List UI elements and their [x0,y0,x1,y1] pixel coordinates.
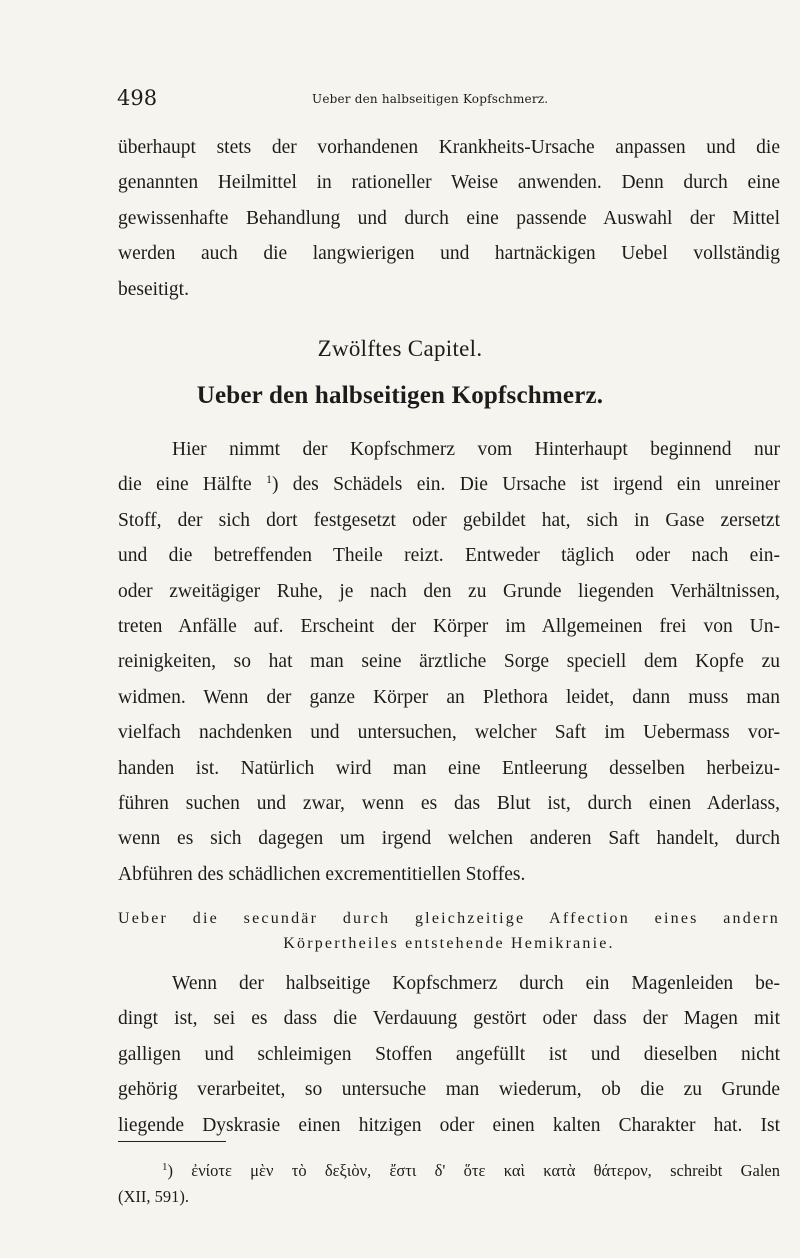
text-segment: die eine Hälfte [118,474,252,496]
text-line: überhaupt stets der vorhandenen Krankheits-Ursache anpassen und die [118,137,780,158]
chapter-title: Ueber den halbseitigen Kopfschmerz. [196,382,604,409]
running-head: Ueber den halbseitigen Kopfschmerz. [312,92,549,106]
text-line: reinigkeiten, so hat man seine ärztliche Sorge speciell dem Kopfe zu [118,651,780,673]
subheading-line: Körpertheiles entstehende Hemikranie. [283,935,615,952]
text-line: werden auch die langwierigen und hartnäckigen Uebel vollständig [118,243,780,265]
page-number: 498 [117,86,158,110]
footnote-text: ) ἐνίοτε μὲν τὸ δεξιὸν, ἔστι δ' ὅτε καὶ κατὰ θάτερον, schreibt Galen [167,1161,780,1180]
paragraph-section [118,966,780,1143]
text-line: handen ist. Natürlich wird man eine Entleerung desselben herbeizu- [118,757,780,779]
text-line: galligen und schleimigen Stoffen angefüllt ist und dieselben nicht [118,1043,780,1065]
text-segment: ) des Schädels ein. Die Ursache ist irgend ein unreiner [271,474,780,496]
paragraph-chapter-intro [118,432,780,892]
footnote-line [118,1158,780,1184]
text-line: Stoff, der sich dort festgesetzt oder gebildet hat, sich in Gase zersetzt [118,509,780,531]
text-line-with-footnote-ref [118,467,780,502]
footnote-marker: 1 [162,1161,168,1173]
footnote-reference: 1 [265,472,272,487]
footnote [118,1158,780,1210]
text-line: Wenn der halbseitige Kopfschmerz durch ein Magenleiden be- [172,973,780,994]
text-line: widmen. Wenn der ganze Körper an Plethora leidet, dann muss man [118,686,780,708]
page-header [117,86,777,116]
footnote-line: (XII, 591). [118,1187,190,1206]
text-line: vielfach nachdenken und untersuchen, welcher Saft im Uebermass vor- [118,722,780,744]
text-line: oder zweitägiger Ruhe, je nach den zu Grunde liegenden Verhältnissen, [118,580,780,602]
text-line: Abführen des schädlichen excrementitiellen Stoffes. [118,863,526,885]
text-line: treten Anfälle auf. Erscheint der Körper im Allgemeinen frei von Un- [118,615,780,637]
text-line: genannten Heilmittel in rationeller Weise anwenden. Denn durch eine [118,172,780,194]
text-line: Hier nimmt der Kopfschmerz vom Hinterhaupt beginnend nur [172,439,780,460]
chapter-number: Zwölftes Capitel. [317,336,483,361]
text-line: beseitigt. [118,278,189,300]
footnote-divider [118,1141,226,1142]
text-line: wenn es sich dagegen um irgend welchen anderen Saft handelt, durch [118,828,780,850]
text-line: gehörig verarbeitet, so untersuche man wiederum, ob die zu Grunde [118,1079,780,1101]
text-line: und die betreffenden Theile reizt. Entweder täglich oder nach ein- [118,545,780,567]
paragraph-continuation [118,130,780,307]
section-subheading [118,906,780,956]
text-line: führen suchen und zwar, wenn es das Blut ist, durch einen Aderlass, [118,792,780,814]
text-line: dingt ist, sei es dass die Verdauung gestört oder dass der Magen mit [118,1008,780,1030]
subheading-line: Ueber die secundär durch gleichzeitige Affection eines andern [118,910,780,927]
text-line: liegende Dyskrasie einen hitzigen oder einen kalten Charakter hat. Ist [118,1114,780,1136]
text-line: gewissenhafte Behandlung und durch eine passende Auswahl der Mittel [118,207,780,229]
